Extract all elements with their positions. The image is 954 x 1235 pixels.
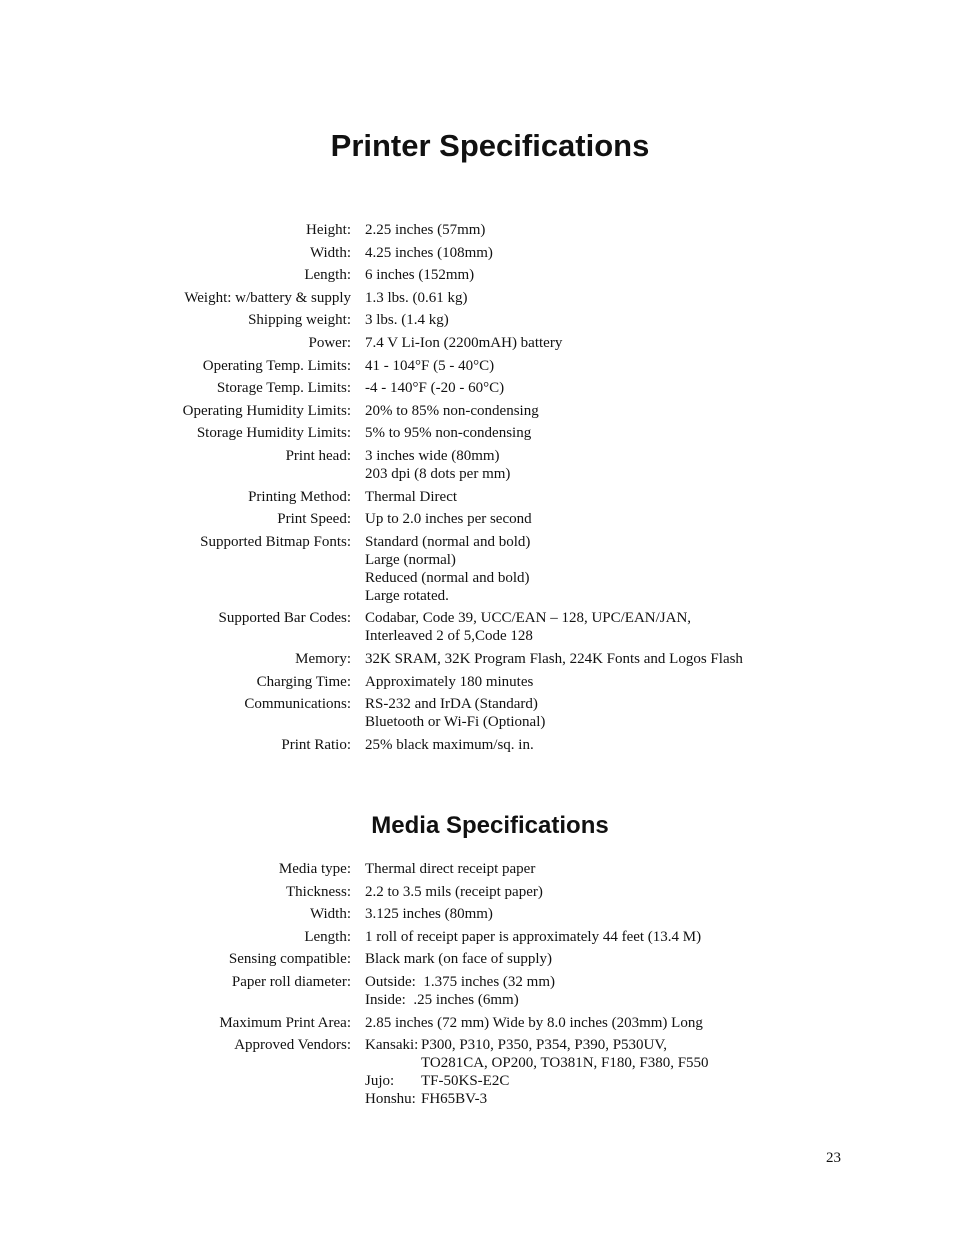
spec-value-line: RS-232 and IrDA (Standard)	[365, 696, 538, 713]
vendor-model-line: FH65BV-3	[421, 1091, 488, 1108]
spec-value	[365, 650, 743, 668]
spec-value-line: Bluetooth or Wi-Fi (Optional)	[365, 714, 546, 731]
spec-row	[0, 883, 954, 901]
spec-value-line: 25% black maximum/sq. in.	[365, 736, 534, 753]
spec-label: Length:	[304, 267, 351, 284]
spec-value-line: Large rotated.	[365, 587, 449, 604]
spec-row	[0, 334, 954, 352]
spec-value	[365, 447, 510, 483]
spec-label: Approved Vendors:	[234, 1037, 351, 1054]
spec-label: Width:	[309, 244, 351, 261]
spec-row	[0, 928, 954, 946]
vendor-models	[421, 1072, 509, 1090]
spec-value-line: Thermal Direct	[365, 488, 458, 505]
spec-label: Communications:	[244, 696, 351, 713]
spec-label: Memory:	[295, 650, 351, 667]
spec-value	[365, 695, 545, 731]
spec-row	[0, 860, 954, 878]
spec-value-line: 4.25 inches (108mm)	[365, 244, 493, 261]
spec-label: Storage Humidity Limits:	[196, 425, 351, 442]
spec-value	[365, 424, 531, 442]
spec-value-line: Reduced (normal and bold)	[365, 569, 530, 586]
spec-label: Operating Humidity Limits:	[182, 402, 351, 419]
spec-value	[365, 510, 532, 528]
page-title: Printer Specifications	[330, 128, 650, 163]
spec-label: Height:	[306, 222, 351, 238]
spec-label: Width:	[309, 906, 351, 923]
spec-value	[365, 673, 533, 691]
printer-spec-table	[0, 221, 954, 758]
spec-value-line: 203 dpi (8 dots per mm)	[365, 465, 511, 482]
spec-value-line: Interleaved 2 of 5,Code 128	[365, 628, 533, 645]
vendor-name: Kansaki:	[365, 1037, 419, 1054]
spec-row	[0, 650, 954, 668]
vendors-list	[365, 1036, 709, 1108]
spec-value-line: 6 inches (152mm)	[365, 267, 475, 284]
spec-value-line: Large (normal)	[365, 551, 456, 568]
spec-label: Power:	[308, 334, 351, 351]
spec-row	[0, 379, 954, 397]
spec-row	[0, 673, 954, 691]
spec-value	[365, 289, 468, 307]
spec-value-line: Codabar, Code 39, UCC/EAN – 128, UPC/EAN/JAN,	[365, 610, 692, 627]
vendor-entry	[365, 1090, 709, 1108]
spec-value	[365, 1014, 703, 1032]
spec-label: Storage Temp. Limits:	[216, 380, 351, 397]
spec-row	[0, 510, 954, 528]
spec-value	[365, 244, 493, 262]
spec-label: Printing Method:	[248, 488, 351, 505]
spec-value-line: 3.125 inches (80mm)	[365, 906, 493, 923]
spec-value	[365, 973, 555, 1009]
vendor-model-line: TF-50KS-E2C	[421, 1073, 510, 1090]
spec-row	[0, 311, 954, 329]
spec-label: Weight: w/battery & supply	[184, 289, 351, 306]
spec-label: Paper roll diameter:	[231, 973, 351, 990]
section-title: Media Specifications	[371, 812, 609, 839]
spec-label: Supported Bitmap Fonts:	[200, 533, 351, 550]
spec-value	[365, 357, 494, 375]
spec-row	[0, 1014, 954, 1032]
spec-row	[0, 695, 954, 731]
spec-row	[0, 402, 954, 420]
spec-value-line: 2.85 inches (72 mm) Wide by 8.0 inches (203mm) Long	[365, 1014, 703, 1031]
spec-value-line: -4 - 140°F (-20 - 60°C)	[365, 380, 505, 397]
spec-label: Supported Bar Codes:	[218, 610, 351, 627]
vendor-models	[421, 1036, 709, 1072]
spec-row	[0, 736, 954, 754]
spec-value	[365, 221, 485, 239]
spec-value-line: 41 - 104°F (5 - 40°C)	[365, 357, 495, 374]
vendor-entry	[365, 1072, 709, 1090]
spec-value-line: 1.3 lbs. (0.61 kg)	[365, 289, 468, 306]
spec-label: Sensing compatible:	[228, 951, 351, 968]
spec-value	[365, 860, 535, 878]
spec-row	[0, 424, 954, 442]
vendor-name: Jujo:	[365, 1073, 395, 1090]
spec-value	[365, 950, 552, 968]
spec-row	[0, 905, 954, 923]
spec-value-line: 5% to 95% non-condensing	[365, 425, 532, 442]
spec-row	[0, 488, 954, 506]
spec-value	[365, 883, 543, 901]
spec-label: Length:	[304, 928, 351, 945]
spec-value-line: 7.4 V Li-Ion (2200mAH) battery	[365, 334, 563, 351]
spec-row	[0, 244, 954, 262]
spec-label: Operating Temp. Limits:	[202, 357, 351, 374]
spec-row	[0, 447, 954, 483]
media-spec-table	[0, 860, 954, 1113]
spec-label: Media type:	[278, 861, 351, 877]
spec-row	[0, 973, 954, 1009]
spec-value	[365, 905, 493, 923]
spec-value	[365, 379, 504, 397]
vendors-row	[0, 1036, 954, 1108]
spec-label: Thickness:	[286, 883, 351, 900]
spec-row	[0, 357, 954, 375]
spec-label: Print head:	[285, 447, 351, 464]
spec-value	[365, 488, 457, 506]
vendor-entry	[365, 1036, 709, 1072]
spec-label: Print Speed:	[277, 511, 351, 528]
spec-value-line: Up to 2.0 inches per second	[365, 511, 532, 528]
spec-value	[365, 311, 449, 329]
vendor-model-line: TO281CA, OP200, TO381N, F180, F380, F550	[421, 1055, 709, 1072]
vendor-models	[421, 1090, 487, 1108]
spec-row	[0, 609, 954, 645]
spec-value	[365, 334, 562, 352]
spec-value-line: 20% to 85% non-condensing	[365, 402, 539, 419]
spec-row	[0, 950, 954, 968]
spec-row	[0, 221, 954, 239]
spec-value	[365, 928, 701, 946]
spec-label: Maximum Print Area:	[219, 1014, 351, 1031]
spec-value	[365, 736, 534, 754]
vendor-name: Honshu:	[365, 1091, 416, 1108]
spec-value	[365, 266, 474, 284]
spec-label: Shipping weight:	[248, 312, 351, 329]
spec-value-line: Outside: 1.375 inches (32 mm)	[365, 973, 555, 990]
spec-value	[365, 609, 691, 645]
spec-label: Charging Time:	[256, 673, 351, 690]
spec-value-line: Thermal direct receipt paper	[365, 861, 536, 877]
spec-value-line: 2.2 to 3.5 mils (receipt paper)	[365, 883, 543, 900]
spec-value-line: Inside: .25 inches (6mm)	[365, 991, 519, 1008]
spec-value-line: 1 roll of receipt paper is approximately 44 feet (13.4 M)	[365, 928, 702, 945]
spec-value-line: Black mark (on face of supply)	[365, 951, 553, 968]
spec-value-line: Standard (normal and bold)	[365, 533, 531, 550]
spec-value	[365, 533, 530, 605]
spec-value-line: Approximately 180 minutes	[365, 673, 534, 690]
spec-value-line: 2.25 inches (57mm)	[365, 222, 486, 238]
spec-row	[0, 289, 954, 307]
spec-row	[0, 266, 954, 284]
spec-label: Print Ratio:	[281, 736, 351, 753]
spec-value-line: 32K SRAM, 32K Program Flash, 224K Fonts and Logos Flash	[365, 650, 743, 667]
vendor-model-line: P300, P310, P350, P354, P390, P530UV,	[421, 1037, 668, 1054]
page-number: 23	[826, 1150, 841, 1166]
spec-value	[365, 402, 539, 420]
spec-value-line: 3 inches wide (80mm)	[365, 447, 500, 464]
spec-row	[0, 533, 954, 605]
spec-value-line: 3 lbs. (1.4 kg)	[365, 312, 449, 329]
